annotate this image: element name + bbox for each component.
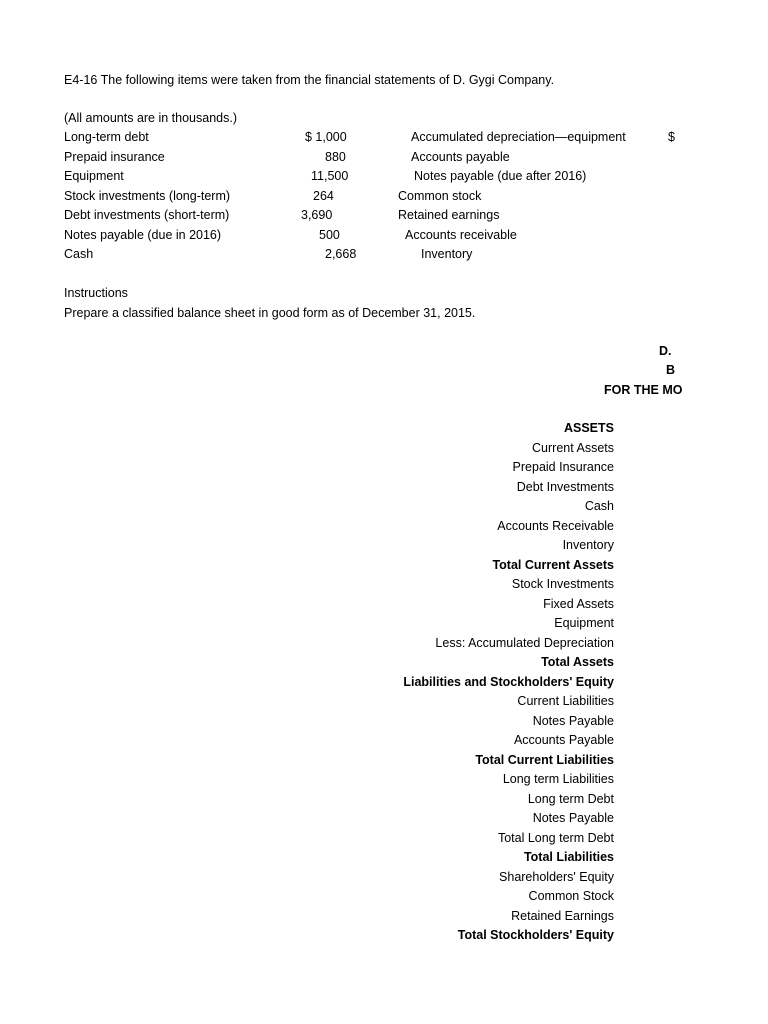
instructions-heading: Instructions xyxy=(64,286,128,300)
balance-sheet-row-label: ASSETS xyxy=(563,421,614,435)
right-item-label: Accounts payable xyxy=(411,150,510,164)
balance-sheet-row-label: Common Stock xyxy=(528,889,614,903)
balance-sheet-row-label: Prepaid Insurance xyxy=(512,460,614,474)
balance-sheet-row-label: Long term Liabilities xyxy=(502,772,614,786)
statement-title-header: B xyxy=(666,363,676,377)
left-item-label: Cash xyxy=(64,247,94,261)
balance-sheet-row-label: Total Current Liabilities xyxy=(475,752,614,767)
balance-sheet-row-label: Current Liabilities xyxy=(517,694,614,708)
instructions-text: Prepare a classified balance sheet in good form as of December 31, 2015. xyxy=(64,306,476,320)
left-item-value: 500 xyxy=(319,228,340,242)
left-item-value: 264 xyxy=(313,189,334,203)
amounts-note: (All amounts are in thousands.) xyxy=(64,111,238,125)
right-item-label: Common stock xyxy=(398,189,482,203)
balance-sheet-row-label: Inventory xyxy=(562,538,614,552)
left-item-value: $ 1,000 xyxy=(305,130,347,144)
balance-sheet-row-label: Current Assets xyxy=(532,440,614,455)
balance-sheet-row-label: Stock Investments xyxy=(511,577,614,591)
right-item-label: Notes payable (due after 2016) xyxy=(414,169,587,183)
balance-sheet-row-label: Total Liabilities xyxy=(523,850,614,864)
balance-sheet-row-label: Total Assets xyxy=(541,655,614,669)
right-item-label: Accounts receivable xyxy=(405,228,517,242)
period-header: FOR THE MO xyxy=(604,383,683,397)
left-item-value: 880 xyxy=(325,150,346,164)
balance-sheet-row-label: Total Stockholders' Equity xyxy=(457,928,614,942)
balance-sheet-row-label: Long term Debt xyxy=(527,791,614,806)
company-name-header: D. xyxy=(659,344,672,358)
balance-sheet-row-label: Retained Earnings xyxy=(511,908,614,923)
balance-sheet-row-label: Shareholders' Equity xyxy=(499,869,614,884)
balance-sheet-row-label: Less: Accumulated Depreciation xyxy=(435,635,614,650)
balance-sheet-row-label: Debt Investments xyxy=(516,479,614,494)
balance-sheet-row-label: Notes Payable xyxy=(532,811,614,825)
left-item-value: 11,500 xyxy=(311,169,349,183)
left-item-value: 3,690 xyxy=(301,208,333,222)
left-item-label: Prepaid insurance xyxy=(64,150,165,164)
left-item-label: Notes payable (due in 2016) xyxy=(64,228,222,242)
balance-sheet-row-label: Liabilities and Stockholders' Equity xyxy=(403,674,614,689)
balance-sheet-row-label: Cash xyxy=(584,499,614,513)
balance-sheet-row-label: Equipment xyxy=(554,616,614,630)
balance-sheet-row-label: Total Current Assets xyxy=(492,557,614,572)
balance-sheet-row-label: Accounts Receivable xyxy=(497,518,614,533)
right-item-label: Inventory xyxy=(421,247,473,261)
balance-sheet-row-label: Total Long term Debt xyxy=(497,830,614,845)
left-item-value: 2,668 xyxy=(325,247,357,261)
balance-sheet-row-label: Notes Payable xyxy=(532,713,614,728)
left-item-label: Debt investments (short-term) xyxy=(64,208,230,222)
left-item-label: Long-term debt xyxy=(64,130,149,144)
balance-sheet-row-label: Accounts Payable xyxy=(513,733,614,747)
balance-sheet-row-label: Fixed Assets xyxy=(543,596,614,611)
left-item-label: Equipment xyxy=(64,169,124,183)
right-item-label: Retained earnings xyxy=(398,208,500,222)
right-item-label: Accumulated depreciation—equipment xyxy=(411,130,626,144)
left-item-label: Stock investments (long-term) xyxy=(64,189,231,203)
problem-intro: E4-16 The following items were taken from the financial statements of D. Gygi Company. xyxy=(64,73,555,87)
right-item-value: $ xyxy=(668,130,675,144)
